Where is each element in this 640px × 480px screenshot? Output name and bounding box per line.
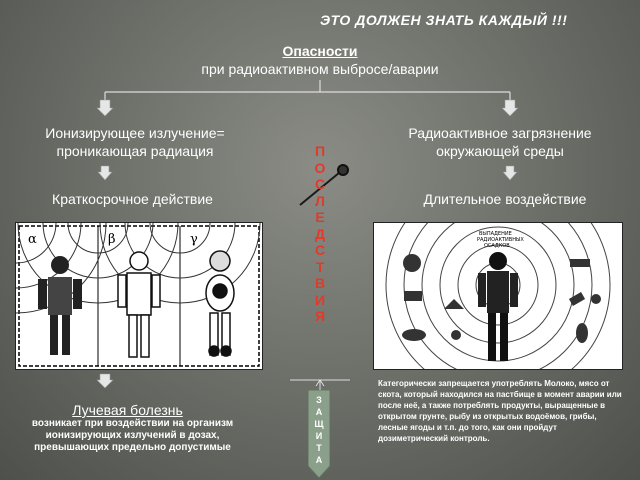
main-title-line2: при радиоактивном выбросе/аварии (201, 61, 439, 77)
main-title (130, 42, 510, 78)
consequences-letter: С (314, 176, 326, 192)
left-heading-line1: Ионизирующее излучение= (45, 125, 225, 141)
radiation-types-panel (15, 222, 263, 370)
fallout-label: ВЫПАДЕНИЕ (479, 231, 512, 237)
disease-line1: возникает при воздействии на организм (31, 418, 234, 429)
main-title-line1: Опасности (282, 43, 358, 59)
radiation-illustration (16, 223, 262, 369)
person-figure-2 (118, 252, 160, 357)
fallout-panel (373, 222, 623, 370)
consequences-letter: П (314, 143, 326, 159)
arrow-down-icon (503, 166, 517, 180)
svg-text:РАДИОАКТИВНЫХ: РАДИОАКТИВНЫХ (477, 237, 524, 243)
person-figure-1 (38, 256, 82, 355)
arrow-down-icon (502, 100, 518, 116)
consequences-vertical (310, 143, 330, 325)
beta-label: β (108, 232, 116, 247)
person-figure-3 (206, 251, 234, 356)
consequences-letter: И (314, 291, 326, 308)
protection-letter: Щ (314, 419, 324, 429)
right-effect: Длительное воздействие (423, 191, 587, 207)
protection-letter: А (315, 407, 323, 417)
consequences-letter: Е (315, 209, 325, 225)
alpha-label: α (28, 232, 37, 247)
consequences-letter: С (314, 242, 326, 258)
arrow-down-icon (98, 166, 112, 180)
disease-section (0, 402, 265, 454)
consequences-letter: Т (315, 258, 325, 275)
left-heading (0, 124, 270, 160)
right-heading (360, 124, 640, 160)
consequences-letter: Д (315, 225, 325, 242)
right-heading-line2: окружающей среды (436, 143, 564, 159)
consequences-letter: Л (315, 192, 325, 209)
arrow-down-icon (97, 100, 113, 116)
gamma-label: γ (190, 232, 198, 247)
protection-letter: Т (316, 443, 322, 453)
left-heading-line2: проникающая радиация (56, 143, 214, 159)
protection-vertical (310, 394, 328, 466)
consequences-letter: О (314, 159, 326, 176)
protection-letter: А (315, 455, 323, 465)
svg-text:ОСАДКОВ: ОСАДКОВ (484, 243, 510, 249)
right-heading-line1: Радиоактивное загрязнение (408, 125, 592, 141)
protection-letter: З (316, 395, 322, 405)
header-title: ЭТО ДОЛЖЕН ЗНАТЬ КАЖДЫЙ !!! (320, 12, 568, 28)
consequences-letter: Я (314, 308, 326, 324)
left-effect: Краткосрочное действие (52, 191, 213, 207)
warning-note: Категорически запрещается употреблять Молоко, мясо от скота, который находился на пастбище в момент аварии или после неё, а также потреблять продукты, выращенные в открытом грунте, рыбу из открытых водоёмов, грибы, лесные ягоды и т.п. до того, как они пройдут дозиметрический контроль. (378, 379, 622, 443)
protection-shield (308, 390, 330, 478)
disease-line3: превышающих предельно допустимые (34, 442, 231, 453)
disease-title: Лучевая болезнь (72, 402, 183, 418)
disease-line2: ионизирующих излучений в дозах, (45, 430, 220, 441)
protection-letter: И (315, 431, 323, 441)
consequences-letter: В (314, 275, 326, 291)
fallout-illustration (374, 223, 622, 369)
arrow-down-icon (97, 374, 113, 388)
